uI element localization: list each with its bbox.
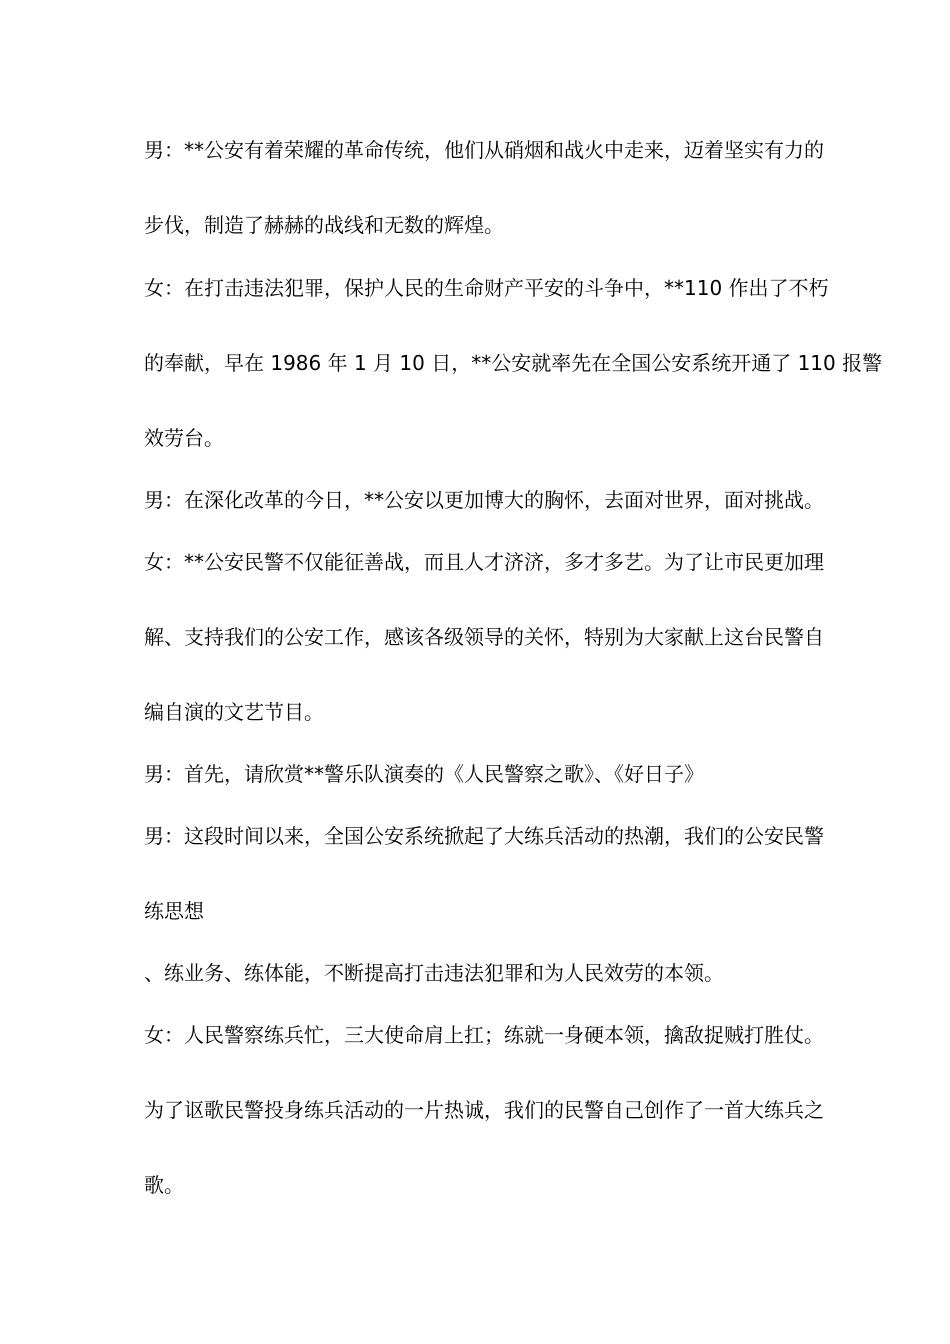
text-line: 步伐，制造了赫赫的战线和无数的辉煌。 — [144, 213, 504, 237]
text-line: 、练业务、练体能，不断提高打击违法犯罪和为人民效劳的本领。 — [144, 961, 724, 985]
text-line: 解、支持我们的公安工作，感该各级领导的关怀，特别为大家献上这台民警自 — [144, 625, 824, 649]
text-line: 女：人民警察练兵忙，三大使命肩上扛；练就一身硬本领，擒敌捉贼打胜仗。 — [144, 1023, 824, 1047]
text-line: 男：**公安有着荣耀的革命传统，他们从硝烟和战火中走来，迈着坚实有力的 — [144, 138, 824, 162]
text-line: 女：**公安民警不仅能征善战，而且人才济济，多才多艺。为了让市民更加理 — [144, 550, 824, 574]
text-line: 练思想 — [144, 899, 204, 923]
text-line: 女：在打击违法犯罪，保护人民的生命财产平安的斗争中，**110 作出了不朽 — [144, 276, 829, 300]
text-line: 效劳台。 — [144, 426, 224, 450]
text-line: 男：在深化改革的今日，**公安以更加博大的胸怀，去面对世界，面对挑战。 — [144, 488, 824, 512]
text-line: 为了讴歌民警投身练兵活动的一片热诚，我们的民警自己创作了一首大练兵之 — [144, 1098, 824, 1122]
text-line: 的奉献，早在 1986 年 1 月 10 日，**公安就率先在全国公安系统开通了 110 报警 — [144, 351, 883, 375]
text-line: 编自演的文艺节目。 — [144, 700, 324, 724]
text-line: 男：这段时间以来，全国公安系统掀起了大练兵活动的热潮，我们的公安民警 — [144, 824, 824, 848]
text-line: 男：首先，请欣赏**警乐队演奏的《人民警察之歌》、《好日子》 — [144, 762, 704, 786]
text-line: 歌。 — [144, 1173, 184, 1197]
